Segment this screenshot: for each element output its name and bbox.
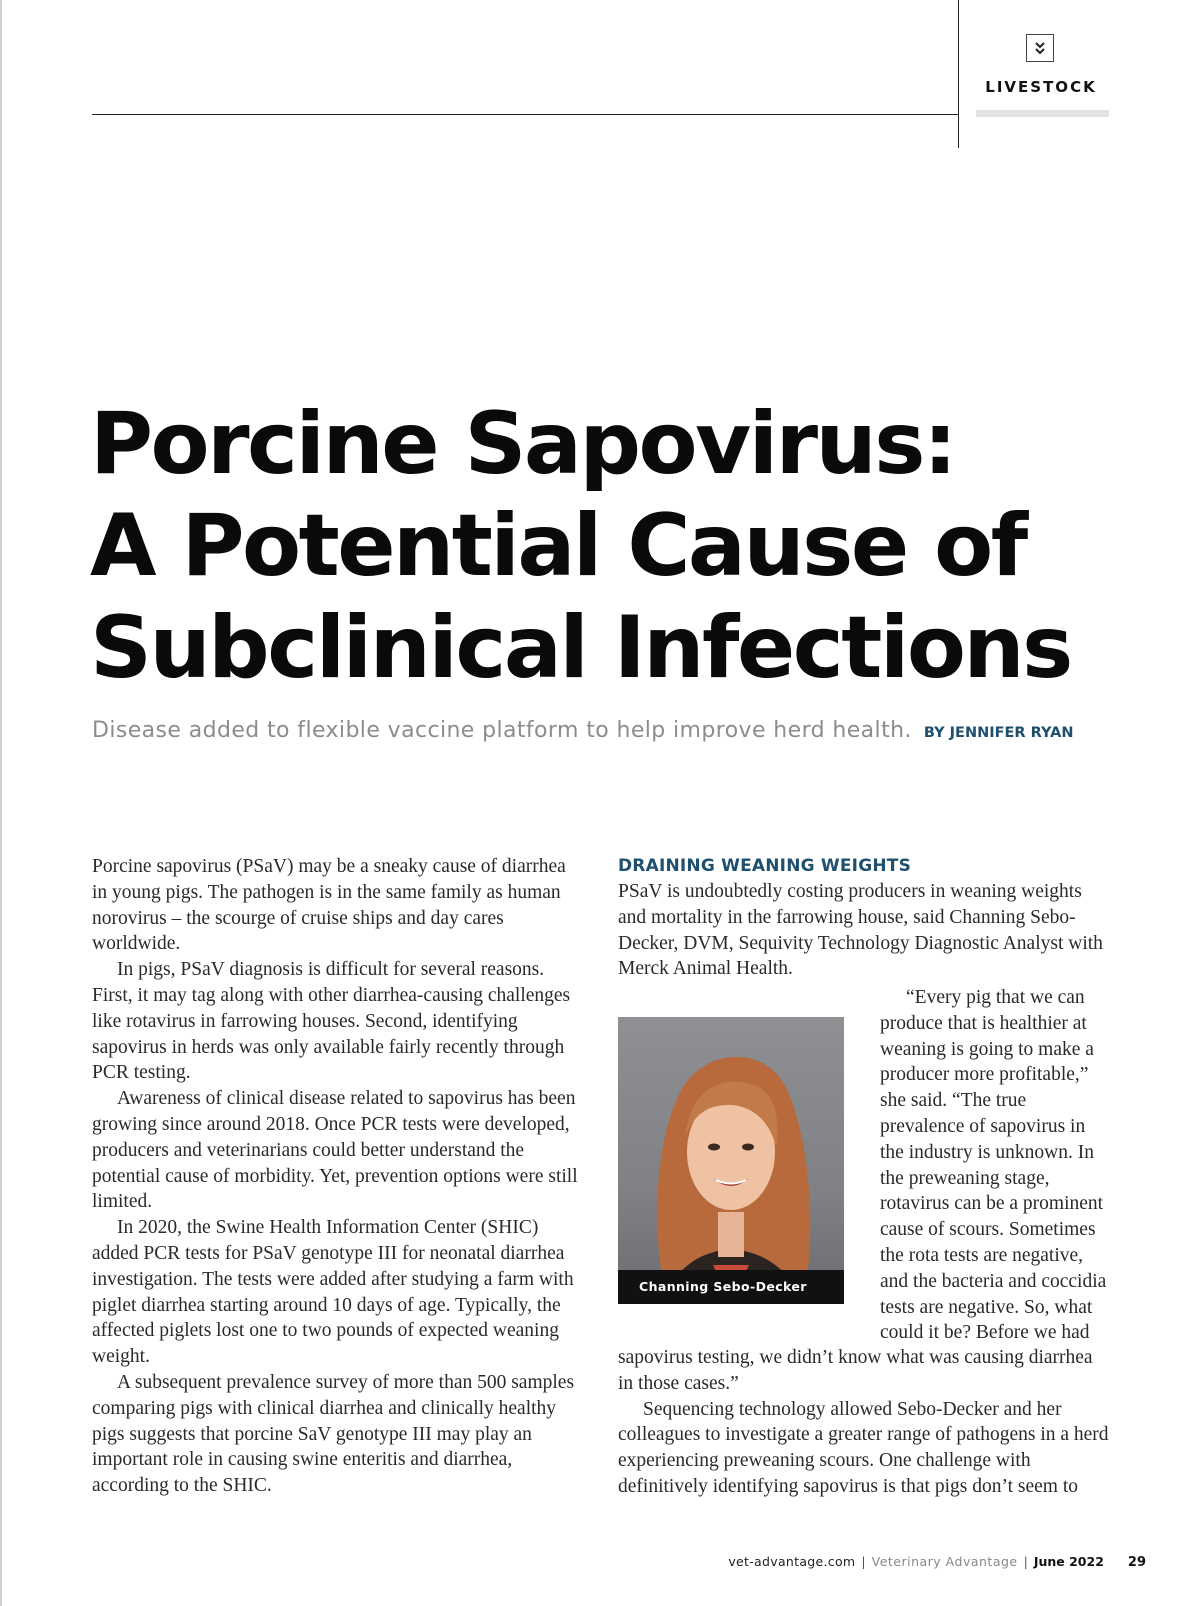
title-line: Porcine Sapovirus:	[90, 394, 955, 494]
article-title	[90, 393, 1170, 699]
footer-date: June 2022	[1033, 1554, 1104, 1569]
section-subhead: DRAINING WEANING WEIGHTS	[618, 856, 912, 876]
paragraph: “Every pig that we can produce that is healthier at weaning is going to make a producer more profitable,” she said. “The true prevalence of sapovirus in the industry is unknown. In the preweaning stage, rotavirus can be a prominent cause of scours. Sometimes the rota tests are negative, and the bacteria and coccidia tests are negative. So, what could it be? Before we had	[880, 987, 1107, 1344]
right-column	[618, 853, 1112, 982]
title-line: A Potential Cause of	[90, 496, 1026, 596]
deck-text: Disease added to flexible vaccine platform to help improve herd health.	[92, 718, 912, 743]
paragraph: In 2020, the Swine Health Information Center (SHIC) added PCR tests for PSaV genotype III for neonatal diarrhea investigation. The tests were added after studying a farm with piglet diarrhea starting around 10 days of age. Typically, the affected piglets lost one to two pounds of expected weaning weight.	[92, 1217, 574, 1368]
footer-separator: |	[1023, 1554, 1028, 1569]
section-label: LIVESTOCK	[985, 78, 1097, 96]
section-underline	[976, 110, 1109, 117]
paragraph: Porcine sapovirus (PSaV) may be a sneaky cause of diarrhea in young pigs. The pathogen is in the same family as human norovirus – the scourge of cruise ships and day cares worldwide.	[92, 856, 566, 955]
paragraph: Awareness of clinical disease related to sapovirus has been growing since around 2018. Once PCR tests were developed, producers and veterinarians could better understand the potential cause of morbidity. Yet, prevention options were still limited.	[92, 1088, 578, 1213]
footer-site: vet-advantage.com	[728, 1554, 856, 1569]
page-number: 29	[1127, 1555, 1146, 1570]
paragraph: Sequencing technology allowed Sebo-Decker and her colleagues to investigate a greater range of pathogens in a herd experiencing preweaning scours. One challenge with definitively identifying sapovirus is that pigs don’t seem to	[618, 1398, 1109, 1497]
title-line: Subclinical Infections	[90, 598, 1071, 698]
double-chevron-down-icon	[1026, 34, 1054, 62]
paragraph: In pigs, PSaV diagnosis is difficult for several reasons. First, it may tag along with other diarrhea-causing challenges like rotavirus in farrowing houses. Second, identifying sapovirus in herds was only available fairly recently through PCR testing.	[92, 959, 571, 1084]
left-column	[92, 854, 582, 1499]
footer-separator: |	[861, 1554, 866, 1569]
paragraph: sapovirus testing, we didn’t know what was causing diarrhea in those cases.”	[618, 1347, 1093, 1394]
header-divider	[958, 0, 959, 148]
page-edge	[0, 0, 2, 1606]
article-deck	[92, 718, 1073, 743]
quote-wrap-text	[880, 985, 1110, 1346]
right-column-continued	[618, 1345, 1112, 1500]
author-photo	[618, 1017, 844, 1304]
page-footer	[728, 1554, 1146, 1570]
header-rule	[92, 114, 958, 115]
paragraph: PSaV is undoubtedly costing producers in weaning weights and mortality in the farrowing house, said Channing Sebo-Decker, DVM, Sequivity Technology Diagnostic Analyst with Merck Animal Health.	[618, 881, 1103, 980]
footer-magazine: Veterinary Advantage	[871, 1554, 1018, 1569]
byline: BY JENNIFER RYAN	[923, 725, 1074, 741]
paragraph: A subsequent prevalence survey of more than 500 samples comparing pigs with clinical diarrhea and clinically healthy pigs suggests that porcine SaV genotype III may play an important role in causing swine enteritis and diarrhea, according to the SHIC.	[92, 1371, 575, 1497]
photo-caption: Channing Sebo-Decker	[618, 1270, 844, 1304]
